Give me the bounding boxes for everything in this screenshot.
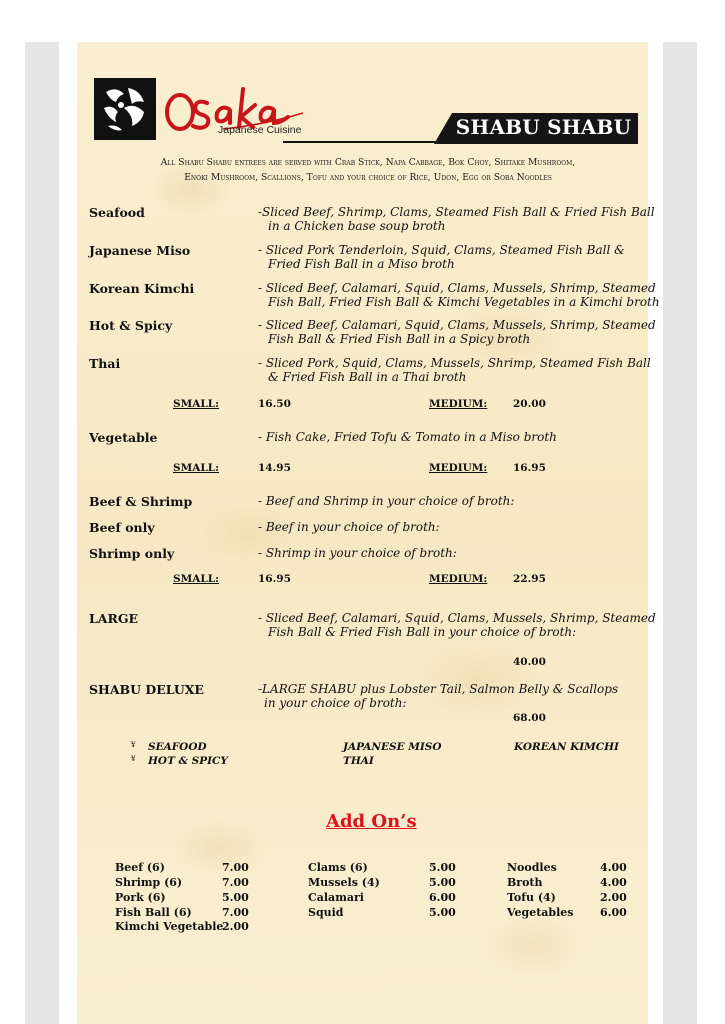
addon-price: 2.00 [600, 891, 627, 904]
addon-price: 5.00 [429, 861, 456, 874]
broth-option: THAI [343, 755, 374, 767]
deluxe-price: 68.00 [513, 712, 546, 724]
brand-subtitle: Japanese Cuisine [218, 124, 302, 136]
bullet-icon: ¥ [131, 741, 136, 749]
dish-name: Shrimp only [89, 546, 175, 561]
dish-desc: Fish Ball, Fried Fish Ball & Kimchi Vegetables in a Kimchi broth [268, 295, 660, 309]
dish-desc: Fish Ball & Fried Fish Ball in a Spicy broth [268, 332, 531, 346]
logo-emblem [94, 78, 156, 140]
intro-line-1: All Shabu Shabu entrees are served with Crab Stick, Napa Cabbage, Bok Choy, Shitake Mushroom, [160, 157, 576, 168]
addon-name: Calamari [308, 891, 364, 904]
small-price: 16.95 [258, 573, 291, 585]
dish-name: Beef only [89, 520, 155, 535]
addon-price: 5.00 [429, 906, 456, 919]
dish-desc: & Fried Fish Ball in a Thai broth [268, 370, 467, 384]
addons-heading: Add On’s [326, 811, 417, 832]
addon-name: Squid [308, 906, 344, 919]
small-price: 16.50 [258, 398, 291, 410]
addon-price: 5.00 [429, 876, 456, 889]
broth-option: KOREAN KIMCHI [514, 741, 619, 753]
addon-name: Pork (6) [115, 891, 166, 904]
addon-name: Shrimp (6) [115, 876, 183, 889]
dish-desc: Fish Ball & Fried Fish Ball in your choice of broth: [268, 625, 577, 639]
right-margin-strip [663, 42, 697, 1024]
medium-label: MEDIUM: [429, 462, 488, 474]
large-price: 40.00 [513, 656, 546, 668]
page-title: SHABU SHABU [455, 115, 632, 139]
addon-name: Broth [507, 876, 543, 889]
dish-desc: - Fish Cake, Fried Tofu & Tomato in a Miso broth [258, 430, 557, 444]
small-label: SMALL: [173, 398, 219, 410]
small-label: SMALL: [173, 573, 219, 585]
addon-name: Clams (6) [308, 861, 368, 874]
dish-name: Beef & Shrimp [89, 494, 193, 509]
medium-price: 16.95 [513, 462, 546, 474]
dish-name: Japanese Miso [89, 243, 191, 258]
dish-desc: in a Chicken base soup broth [268, 219, 446, 233]
dish-name: LARGE [89, 611, 139, 626]
addon-price: 6.00 [429, 891, 456, 904]
addon-price: 5.00 [222, 891, 249, 904]
dish-name: Hot & Spicy [89, 318, 173, 333]
dish-desc: - Sliced Beef, Calamari, Squid, Clams, Mussels, Shrimp, Steamed [258, 318, 656, 332]
addon-name: Fish Ball (6) [115, 906, 192, 919]
intro-line-2: Enoki Mushroom, Scallions, Tofu and your choice of Rice, Udon, Egg or Soba Noodles [184, 172, 552, 183]
addon-price: 7.00 [222, 906, 249, 919]
small-label: SMALL: [173, 462, 219, 474]
addon-price: 4.00 [600, 876, 627, 889]
dish-desc: - Sliced Beef, Calamari, Squid, Clams, Mussels, Shrimp, Steamed [258, 281, 656, 295]
small-price: 14.95 [258, 462, 291, 474]
dish-desc: - Sliced Pork Tenderloin, Squid, Clams, Steamed Fish Ball & [258, 243, 625, 257]
addon-name: Vegetables [507, 906, 574, 919]
addon-price: 6.00 [600, 906, 627, 919]
dish-name: Korean Kimchi [89, 281, 195, 296]
broth-option: HOT & SPICY [148, 755, 228, 767]
dish-name: Thai [89, 356, 121, 371]
dish-desc: Fried Fish Ball in a Miso broth [268, 257, 455, 271]
addon-name: Beef (6) [115, 861, 165, 874]
dish-name: Seafood [89, 205, 145, 220]
medium-price: 22.95 [513, 573, 546, 585]
addon-price: 7.00 [222, 876, 249, 889]
dish-desc: -LARGE SHABU plus Lobster Tail, Salmon Belly & Scallops [258, 682, 619, 696]
addon-name: Kimchi Vegetable [115, 920, 224, 933]
dish-desc: - Sliced Beef, Calamari, Squid, Clams, Mussels, Shrimp, Steamed [258, 611, 656, 625]
dish-name: Vegetable [89, 430, 158, 445]
broth-option: JAPANESE MISO [343, 741, 442, 753]
medium-label: MEDIUM: [429, 573, 488, 585]
medium-price: 20.00 [513, 398, 546, 410]
addon-price: 2.00 [222, 920, 249, 933]
addon-name: Noodles [507, 861, 557, 874]
dish-desc: - Beef in your choice of broth: [258, 520, 440, 534]
dish-desc: -Sliced Beef, Shrimp, Clams, Steamed Fish Ball & Fried Fish Ball [258, 205, 655, 219]
addon-price: 4.00 [600, 861, 627, 874]
addon-price: 7.00 [222, 861, 249, 874]
dish-desc: - Sliced Pork, Squid, Clams, Mussels, Shrimp, Steamed Fish Ball [258, 356, 651, 370]
medium-label: MEDIUM: [429, 398, 488, 410]
bullet-icon: ¥ [131, 755, 136, 763]
broth-option: SEAFOOD [148, 741, 207, 753]
left-margin-strip [25, 42, 59, 1024]
dish-desc: - Shrimp in your choice of broth: [258, 546, 457, 560]
dish-desc: in your choice of broth: [264, 696, 407, 710]
addon-name: Mussels (4) [308, 876, 380, 889]
dish-desc: - Beef and Shrimp in your choice of broth: [258, 494, 515, 508]
dish-name: SHABU DELUXE [89, 682, 204, 697]
addon-name: Tofu (4) [507, 891, 556, 904]
